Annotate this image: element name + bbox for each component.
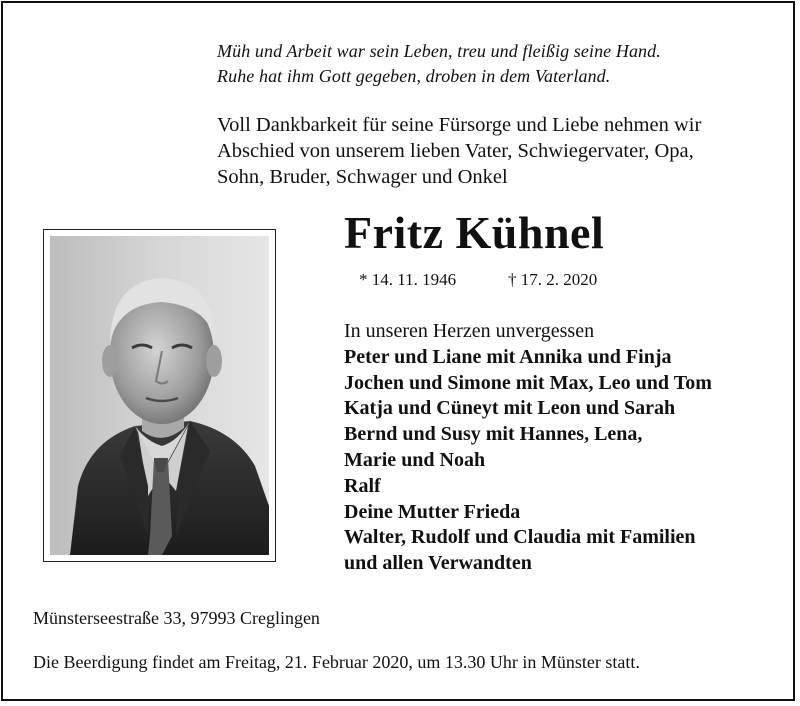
- portrait-photo: [50, 236, 269, 555]
- mourner-line: Marie und Noah: [344, 448, 486, 471]
- intro-line: Voll Dankbarkeit für seine Fürsorge und Liebe nehmen wir: [217, 114, 702, 136]
- mourner-line: Bernd und Susy mit Hannes, Lena,: [344, 423, 643, 446]
- portrait-photo-frame: [43, 229, 276, 562]
- mourner-line: Walter, Rudolf und Claudia mit Familien: [344, 526, 696, 549]
- mourner-line: und allen Verwandten: [344, 552, 532, 575]
- intro-line: Sohn, Bruder, Schwager und Onkel: [217, 166, 508, 188]
- poem-line: Müh und Arbeit war sein Leben, treu und fleißig seine Hand.: [217, 41, 661, 61]
- mourner-line: Peter und Liane mit Annika und Finja: [344, 345, 672, 368]
- mourning-address: Münsterseestraße 33, 97993 Creglingen: [33, 608, 320, 628]
- poem-line: Ruhe hat ihm Gott gegeben, droben in dem Vaterland.: [217, 66, 611, 86]
- mourners-lead: In unseren Herzen unvergessen: [344, 320, 595, 342]
- death-date: † 17. 2. 2020: [508, 270, 598, 289]
- funeral-notice: Die Beerdigung findet am Freitag, 21. Februar 2020, um 13.30 Uhr in Münster statt.: [33, 652, 640, 672]
- mourner-line: Katja und Cüneyt mit Leon und Sarah: [344, 397, 676, 420]
- birth-date: * 14. 11. 1946: [359, 270, 457, 289]
- mourner-line: Jochen und Simone mit Max, Leo und Tom: [344, 371, 712, 394]
- mourner-line: Ralf: [344, 474, 381, 497]
- intro-line: Abschied von unserem lieben Vater, Schwiegervater, Opa,: [217, 140, 694, 162]
- memorial-poem: [217, 39, 661, 89]
- deceased-name: Fritz Kühnel: [344, 207, 605, 258]
- obituary-card: [1, 1, 795, 701]
- mourners-list: [344, 319, 712, 577]
- intro-text: [217, 112, 701, 190]
- mourner-line: Deine Mutter Frieda: [344, 500, 521, 523]
